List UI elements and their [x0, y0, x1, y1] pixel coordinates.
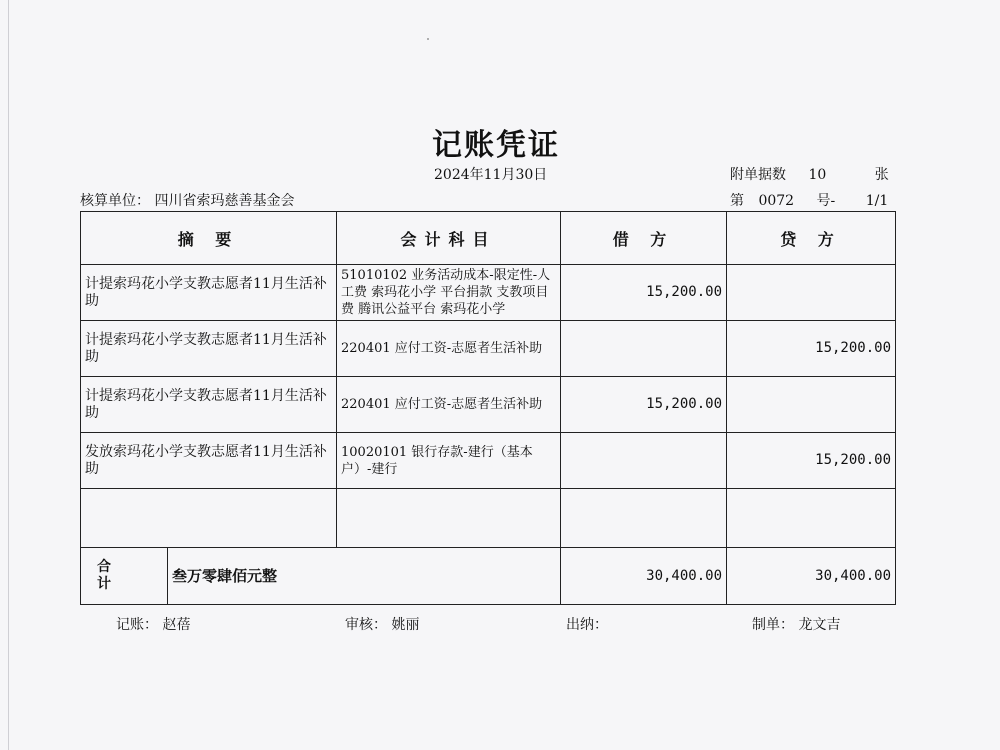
header-account: 会计科目 — [337, 212, 561, 265]
empty-cell — [727, 489, 896, 548]
accounting-unit: 核算单位： 四川省索玛慈善基金会 — [80, 193, 295, 209]
header-summary: 摘 要 — [81, 212, 337, 265]
header-debit: 借 方 — [561, 212, 727, 265]
row-account: 51010102 业务活动成本-限定性-人工费 索玛花小学 平台捐款 支教项目费 腾讯公益平台 索玛花小学 — [337, 265, 561, 321]
row-summary: 发放索玛花小学支教志愿者11月生活补助 — [81, 433, 337, 489]
total-left-cell — [81, 548, 561, 605]
voucher-number-suffix: 号- — [816, 193, 836, 209]
maker-signature: 制单： 龙文吉 — [752, 617, 841, 633]
table-row — [81, 433, 896, 489]
empty-cell — [337, 489, 561, 548]
reviewer-signature: 审核： 姚丽 — [345, 617, 420, 633]
scan-edge-line — [8, 0, 9, 750]
voucher-number-value: 0072 — [758, 193, 795, 209]
row-credit — [727, 265, 896, 321]
table-row — [81, 377, 896, 433]
cashier-signature: 出纳： — [566, 617, 608, 633]
row-debit — [561, 433, 727, 489]
total-amount-words: 叁万零肆佰元整 — [172, 566, 278, 585]
row-account: 220401 应付工资-志愿者生活补助 — [337, 377, 561, 433]
row-summary: 计提索玛花小学支教志愿者11月生活补助 — [81, 265, 337, 321]
total-credit: 30,400.00 — [727, 548, 896, 605]
row-debit: 15,200.00 — [561, 377, 727, 433]
voucher-table — [80, 211, 896, 605]
row-debit: 15,200.00 — [561, 265, 727, 321]
row-debit — [561, 321, 727, 377]
row-summary: 计提索玛花小学支教志愿者11月生活补助 — [81, 321, 337, 377]
total-row — [81, 548, 896, 605]
attachment-count — [730, 164, 889, 184]
row-summary: 计提索玛花小学支教志愿者11月生活补助 — [81, 377, 337, 433]
table-row-empty — [81, 489, 896, 548]
header-credit: 贷 方 — [727, 212, 896, 265]
row-account: 10020101 银行存款-建行（基本户）-建行 — [337, 433, 561, 489]
voucher-title: 记账凭证 — [432, 128, 560, 163]
voucher-page: 1/1 — [865, 193, 889, 209]
voucher-number — [730, 190, 888, 210]
empty-cell — [81, 489, 337, 548]
attachment-label: 附单据数 — [730, 167, 786, 183]
row-credit — [727, 377, 896, 433]
row-credit: 15,200.00 — [727, 433, 896, 489]
voucher-date: 2024年11月30日 — [434, 167, 548, 183]
empty-cell — [561, 489, 727, 548]
row-account: 220401 应付工资-志愿者生活补助 — [337, 321, 561, 377]
total-label: 合 计 — [81, 548, 168, 604]
attachment-number: 10 — [808, 167, 827, 183]
total-debit: 30,400.00 — [561, 548, 727, 605]
table-header-row — [81, 212, 896, 265]
row-credit: 15,200.00 — [727, 321, 896, 377]
table-row — [81, 321, 896, 377]
table-row — [81, 265, 896, 321]
bookkeeper-signature: 记账： 赵蓓 — [116, 617, 191, 633]
voucher-number-prefix: 第 — [730, 193, 744, 209]
attachment-unit: 张 — [874, 167, 889, 183]
scan-speck — [427, 38, 429, 40]
